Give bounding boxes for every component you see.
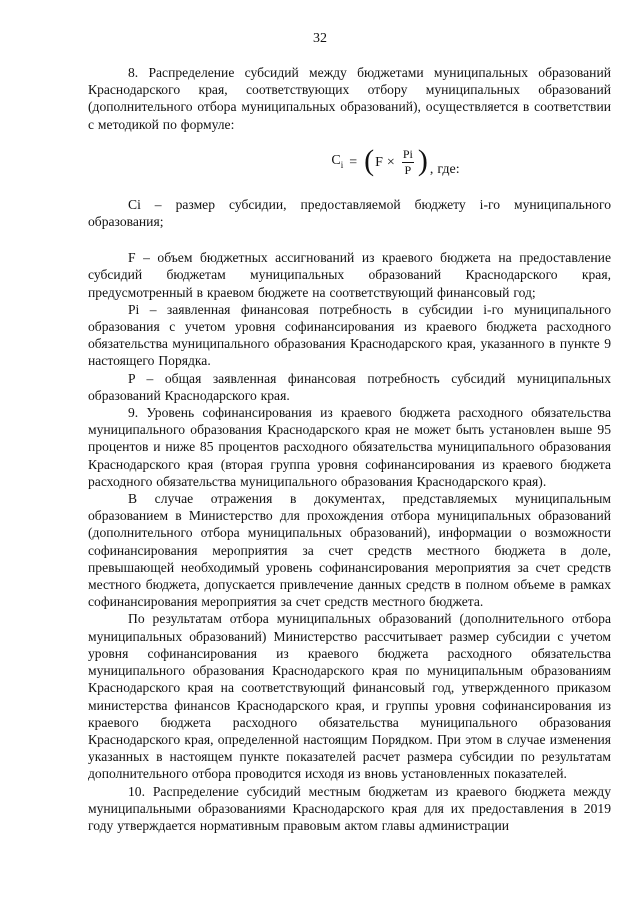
definition-f: F – объем бюджетных ассигнований из краевого бюджета на предоставление субсидий бюджетам муниципальных образований Краснодарского края, предусмотренный в краевом бюджете на соответствующий финансовый год; [88,250,611,300]
subsidy-formula [88,138,611,188]
definition-ci: Ci – размер субсидии, предоставляемой бюджету i-го муниципального образования; [88,196,611,230]
formula-suffix: , где: [429,161,460,177]
document-body [88,64,611,834]
definition-pi: Pi – заявленная финансовая потребность в субсидии i-го муниципального образования с учетом уровня софинансирования из краевого бюджета расходного обязательства муниципального образования Краснодарского края, указанного в пункте 9 настоящего Порядка. [88,301,611,369]
paragraph-9-results: По результатам отбора муниципальных образований (дополнительного отбора муниципальных образований) Министерство рассчитывает размер субсидии с учетом уровня софинансирования из краевого бюджета расходного обязательства муниципального образования Краснодарского края по муниципальным образованиям Краснодарского края на соответствующий финансовый год, утвержденного приказом министерства финансов Краснодарского края, и группы уровня софинансирования из краевого бюджета расходного обязательства муниципального образования Краснодарского края, определенной настоящим Порядком. При этом в случае изменения указанных в настоящем пункте показателей расчет размера субсидии по результатам дополнительного отбора проводится исходя из вновь установленных показателей. [88,611,611,782]
formula-fraction [402,148,414,177]
formula-factor: F [375,155,383,171]
formula-lhs: $C_i$ [331,152,344,170]
formula-denominator: P [404,163,412,178]
definition-p: P – общая заявленная финансовая потребность субсидий муниципальных образований Краснодарского края. [88,370,611,403]
formula-numerator: Pi [402,147,413,162]
formula-open-paren: ( [364,143,375,177]
formula-lhs-subscript: i [340,159,344,170]
formula-times: × [386,155,395,171]
formula-expression [331,143,428,178]
page-number: 32 [313,31,327,46]
paragraph-9: 9. Уровень софинансирования из краевого бюджета расходного обязательства муниципального образования Краснодарского края не может быть установлен выше 95 процентов и ниже 85 процентов расходного обязательства муниципального образования Краснодарского края (вторая группа уровня софинансирования из краевого бюджета расходного обязательства муниципального образования Краснодарского края). [88,405,611,489]
formula-close-paren: ) [417,143,428,177]
formula-equals: = [349,155,358,171]
paragraph-10: 10. Распределение субсидий местным бюджетам из краевого бюджета между муниципальными образованиями Краснодарского края для их предоставления в 2019 году утверждается нормативным правовым актом главы администрации [88,783,611,833]
paragraph-9-cofinancing: В случае отражения в документах, представляемых муниципальным образованием в Министерство для прохождения отбора муниципальных образований (дополнительного отбора муниципальных образований), информации о возможности софинансирования мероприятия за счет средств местного бюджета в доле, превышающей необходимый уровень софинансирования мероприятия за счет средств местного бюджета, допускается привлечение данных средств в полном объеме в рамках софинансирования мероприятия за счет средств местного бюджета. [88,491,611,610]
paragraph-8: 8. Распределение субсидий между бюджетами муниципальных образований Краснодарского края, соответствующих отбору муниципальных образований (дополнительного отбора муниципальных образований), осуществляется в соответствии с методикой по формуле: [88,65,611,132]
